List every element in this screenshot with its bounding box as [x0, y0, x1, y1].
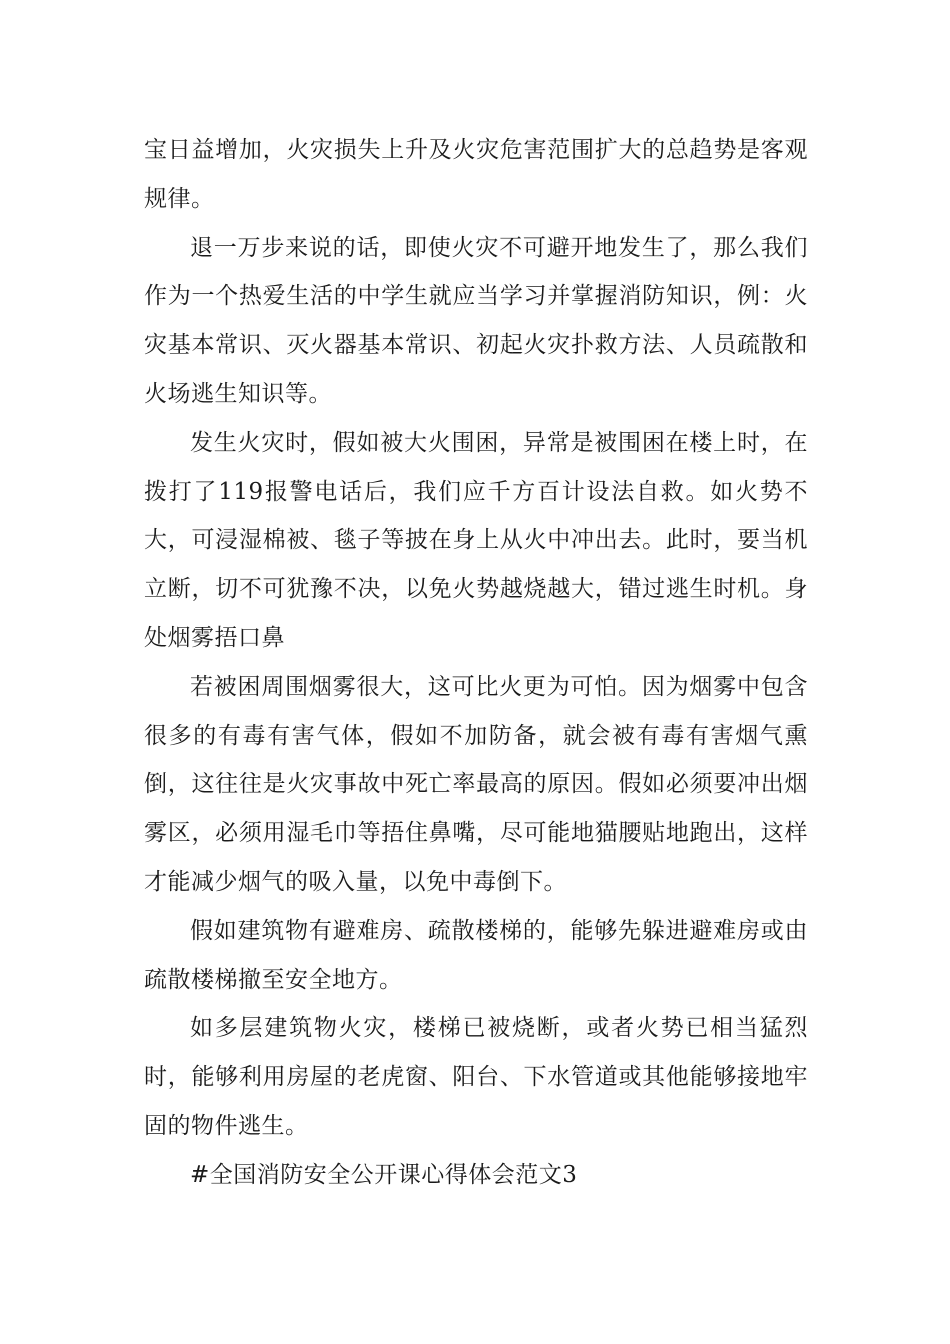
section-heading: #全国消防安全公开课心得体会范文3 [190, 1161, 578, 1188]
paragraph-continued: 宝日益增加，火灾损失上升及火灾危害范围扩大的总趋势是客观规律。 [144, 137, 808, 212]
document-body [144, 126, 808, 1200]
paragraph-self-rescue: 发生火灾时，假如被大火围困，异常是被围困在楼上时，在拨打了119报警电话后，我们应千方百计设法自救。如火势不大，可浸湿棉被、毯子等披在身上从火中冲出去。此时，要当机立断，切不可犹豫不决，以免火势越烧越大，错过逃生时机。身处烟雾捂口鼻 [144, 429, 808, 651]
paragraph-multistory-escape: 如多层建筑物火灾，楼梯已被烧断，或者火势已相当猛烈时，能够利用房屋的老虎窗、阳台、下水管道或其他能够接地牢固的物件逃生。 [144, 1015, 808, 1139]
paragraph-fire-knowledge: 退一万步来说的话，即使火灾不可避开地发生了，那么我们作为一个热爱生活的中学生就应当学习并掌握消防知识，例：火灾基本常识、灭火器基本常识、初起火灾扑救方法、人员疏散和火场逃生知识等。 [144, 234, 808, 407]
paragraph-refuge-room: 假如建筑物有避难房、疏散楼梯的，能够先躲进避难房或由疏散楼梯撤至安全地方。 [144, 917, 808, 993]
paragraph-smoke: 若被困周围烟雾很大，这可比火更为可怕。因为烟雾中包含很多的有毒有害气体，假如不加防备，就会被有毒有害烟气熏倒，这往往是火灾事故中死亡率最高的原因。假如必须要冲出烟雾区，必须用湿毛巾等捂住鼻嘴，尽可能地猫腰贴地跑出，这样才能减少烟气的吸入量，以免中毒倒下。 [144, 673, 808, 895]
